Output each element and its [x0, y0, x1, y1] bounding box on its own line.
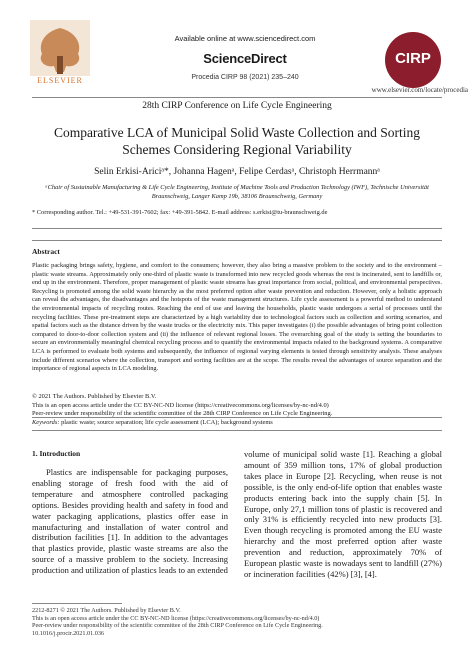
license-block: [32, 393, 442, 419]
peer-review-line: Peer-review under responsibility of the scientific committee of the 28th CIRP Conference on Life Cycle Engineering.: [32, 410, 333, 418]
footer-license[interactable]: This is an open access article under the CC BY-NC-ND license (https://creativecommons.org/licenses/by-nc-nd/4.0): [32, 614, 320, 622]
corresponding-author: * Corresponding author. Tel.: +49-531-391-7602; fax: +49-391-5842. E-mail address: s.erkisi@tu-braunschweig.de: [32, 209, 328, 216]
section-heading-introduction: 1. Introduction: [32, 449, 81, 458]
footer-issn: 2212-8271 © 2021 The Authors. Published by Elsevier B.V.: [32, 607, 181, 614]
footer-peer-review: Peer-review under responsibility of the scientific committee of the 28th CIRP Conference on Life Cycle Engineering.: [32, 622, 323, 630]
publisher-logo-text: ELSEVIER: [37, 76, 83, 85]
abstract-heading: Abstract: [32, 247, 60, 256]
affiliation-line: ᵃChair of Sustainable Manufacturing & Life Cycle Engineering, Institute of Machine Tools and Production Technology (IWF), Technische Universität: [45, 184, 429, 191]
footer: [32, 607, 442, 637]
abstract-top-divider-2: [32, 240, 442, 241]
journal-url[interactable]: www.elsevier.com/locate/procedia: [371, 86, 468, 94]
affiliation: [32, 184, 442, 201]
header-divider: [32, 97, 442, 98]
sciencedirect-brand: ScienceDirect: [203, 51, 287, 66]
conference-name: 28th CIRP Conference on Life Cycle Engineering: [142, 101, 332, 111]
keywords-divider: [32, 417, 442, 418]
keywords-bottom-divider: [32, 430, 442, 431]
keywords: [32, 419, 442, 426]
cirp-logo-text: CIRP: [395, 50, 431, 67]
author-list: Selin Erkisi-Ariciᵃ*, Johanna Hagenᵃ, Felipe Cerdasᵃ, Christoph Herrmannᵃ: [94, 167, 380, 177]
affiliation-line: Braunschweig, Langer Kamp 19b, 38106 Braunschweig, Germany: [151, 192, 323, 200]
intro-left-column: Plastics are indispensable for packaging purposes, enabling storage of fresh food with the aid of temperature and atmosphere controlled packaging options. Besides providing health and safety in food and water packaging applications, plastics offer ease in manufacturing and installation of water control and distribution facilities [1]. In addition to the advantages that plastics provide, plastic waste streams are also the source of a massive problem to the society. Increasing production and utilization of plastics leads to an extended: [32, 467, 228, 576]
license-line[interactable]: This is an open access article under the CC BY-NC-ND license (https://creativecommons.org/licenses/by-nc-nd/4.0): [32, 401, 329, 409]
paper-title-line: Comparative LCA of Municipal Solid Waste Collection and Sorting: [53, 125, 421, 140]
abstract-top-divider: [32, 228, 442, 229]
available-online-note: Available online at www.sciencedirect.com: [174, 34, 316, 43]
keywords-label: Keywords:: [32, 419, 60, 426]
intro-right-column: volume of municipal solid waste [1]. Reaching a global amount of 359 million tons, 17% of global production takes place in Europe [2]. Recycling, when reuse is not possible, is the only end-of-life option that enables waste products entering back into the supply chain [5]. In Europe, only 27,1 million tons of plastic is recovered and only 31% is efficiently recycled into new products [3]. Even though recycling is promoted among the EU waste hierarchy and the most preferred option after waste prevention and reduction, approximately 70% of European plastic waste is nowadays sent to landfill (27%) or incineration facilities (42%) [3], [4].: [244, 449, 442, 579]
journal-citation: Procedia CIRP 98 (2021) 235–240: [191, 74, 299, 81]
copyright-line: © 2021 The Authors. Published by Elsevier B.V.: [32, 393, 157, 400]
keywords-list: plastic waste; source separation; life cycle assessment (LCA); background systems: [59, 419, 273, 426]
footer-divider: [32, 603, 122, 604]
footer-doi[interactable]: 10.1016/j.procir.2021.01.036: [32, 629, 105, 637]
paper-title-line: Schemes Considering Regional Variability: [122, 142, 352, 157]
abstract-body: Plastic packaging brings safety, hygiene, and comfort to the consumers; however, they also bring a massive problem to the society and to the environment – plastic waste streams. Approximately only one-third of plastic waste is transformed into new recycled goods whereas the rest is incinerated, sent to landfills or, end up in the environment. Therefore, proper management of plastic waste streams has great importance from social, political, and environmental perspectives. Recycling is promoted among the solid waste hierarchy as the most preferred option after waste prevention and reduction. However, only a holistic approach can reveal the advantages, the disadvantages and the hotspots of the waste management structures. Life cycle assessment is a powerful method to understand the environmental impacts of recycling routes. Reaching the end of use and leaving the households, plastic waste undergoes a serial of processes until the recycling facilities. These pre-treatment steps are characterized by a high variability due to technological factors such as collection and sorting scenarios, and spatial factors such as the distance driven by the waste trucks or the electricity mix. This paper investigates (i) the possible advantages of bring point collection compared to door-to-door collection system and (ii) the influence of relevant regional losses. The overarching goal of the study is setting the boundaries to secure an environmentally meaningful chemical recycling process and to quantify the environmental impacts related to the background systems. A comparative LCA is performed to evaluate both systems and subsequently, the influence of regional varying elements is tested through sensitivity analysis. These analyses include different scenarios where the collection, transport and sorting facilities are at the scope. The results reveal the advantages of source separation and the importance of regional aspects in LCA modeling.: [32, 262, 442, 373]
paper-title: [32, 124, 442, 158]
